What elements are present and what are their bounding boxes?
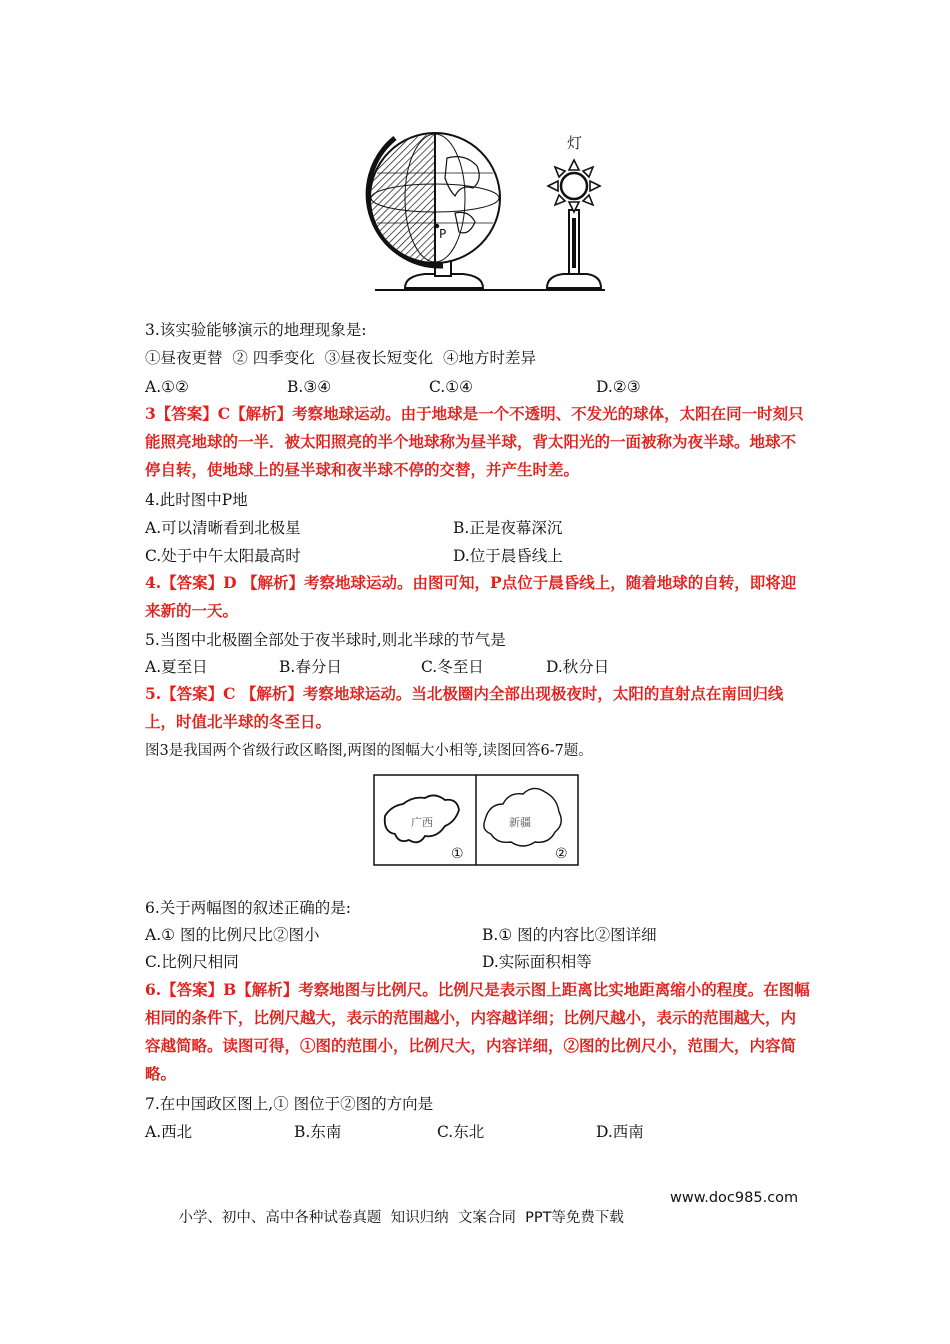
globe-lamp-figure (365, 118, 625, 296)
q4-option-c: C.处于中午太阳最高时 (145, 547, 301, 565)
q5-option-a: A.夏至日 (145, 658, 208, 676)
q4-answer (145, 569, 810, 625)
q3-option-a: A.①② (145, 378, 189, 396)
q5-option-b: B.春分日 (279, 658, 342, 676)
footer-url[interactable]: www.doc985.com (670, 1190, 799, 1206)
q4-option-a: A.可以清晰看到北极星 (145, 519, 301, 537)
q6-answer (145, 976, 810, 1088)
q4-stem: 4.此时图中P地 (145, 491, 248, 509)
q5-option-c: C.冬至日 (421, 658, 484, 676)
q7-option-d: D.西南 (596, 1123, 644, 1141)
map-2-number: ② (555, 846, 568, 862)
point-p-label: P (439, 227, 447, 241)
q6-option-c: C.比例尺相同 (145, 953, 239, 971)
q3-option-b: B.③④ (287, 378, 332, 396)
q3-option-d: D.②③ (596, 378, 641, 396)
q6-stem: 6.关于两幅图的叙述正确的是: (145, 899, 352, 917)
q4-option-d: D.位于晨昏线上 (453, 547, 563, 565)
q6-answer-label: 6.【答案】B【解析】 (145, 980, 299, 999)
guangxi-label: 广西 (411, 816, 433, 829)
region-maps-figure (373, 774, 579, 866)
q3-answer-label: 3【答案】C【解析】 (145, 404, 293, 423)
q6-option-a: A.① 图的比例尺比②图小 (145, 926, 320, 944)
q7-option-b: B.东南 (294, 1123, 342, 1141)
xinjiang-label: 新疆 (509, 816, 531, 829)
q5-answer-text: 考察地球运动。当北极圈内全部出现极夜时，太阳的直射点在南回归线上，时值北半球的冬至日。 (145, 684, 784, 731)
q3-stem: 3.该实验能够演示的地理现象是: (145, 321, 367, 339)
q4-answer-label: 4.【答案】D 【解析】 (145, 573, 305, 592)
q5-option-d: D.秋分日 (546, 658, 610, 676)
q7-option-c: C.东北 (437, 1123, 485, 1141)
q7-option-a: A.西北 (145, 1123, 193, 1141)
q4-option-b: B.正是夜幕深沉 (453, 519, 563, 537)
q6-answer-text: 考察地图与比例尺。比例尺是表示图上距离比实地距离缩小的程度。在图幅相同的条件下，比例尺越大，表示的范围越小，内容越详细；比例尺越小，表示的范围越大，内容越简略。读图可得，①图的范围小，比例尺大，内容详细，②图的比例尺小，范围大，内容简略。 (145, 980, 810, 1083)
figure3-intro: 图3是我国两个省级行政区略图,两图的图幅大小相等,读图回答6-7题。 (145, 743, 593, 759)
q3-answer-text: 考察地球运动。由于地球是一个不透明、不发光的球体，太阳在同一时刻只能照亮地球的一半．被太阳照亮的半个地球称为昼半球，背太阳光的一面被称为夜半球。地球不停自转，使地球上的昼半球和夜半球不停的交替，并产生时差。 (145, 404, 804, 479)
q5-stem: 5.当图中北极圈全部处于夜半球时,则北半球的节气是 (145, 631, 506, 649)
q5-answer (145, 680, 810, 736)
map-1-number: ① (451, 846, 464, 862)
q3-answer (145, 400, 810, 484)
footer-text: 小学、初中、高中各种试卷真题 知识归纳 文案合同 PPT等免费下载 (178, 1210, 624, 1226)
q4-answer-text: 考察地球运动。由图可知，P点位于晨昏线上，随着地球的自转，即将迎来新的一天。 (145, 573, 797, 620)
q5-answer-label: 5.【答案】C 【解析】 (145, 684, 303, 703)
lamp-label: 灯 (567, 134, 583, 152)
q7-stem: 7.在中国政区图上,① 图位于②图的方向是 (145, 1095, 434, 1113)
q6-option-d: D.实际面积相等 (482, 953, 592, 971)
q6-option-b: B.① 图的内容比②图详细 (482, 926, 657, 944)
q3-option-c: C.①④ (429, 378, 474, 396)
footer (160, 1190, 799, 1259)
q3-items: ①昼夜更替 ② 四季变化 ③昼夜长短变化 ④地方时差异 (145, 349, 536, 367)
